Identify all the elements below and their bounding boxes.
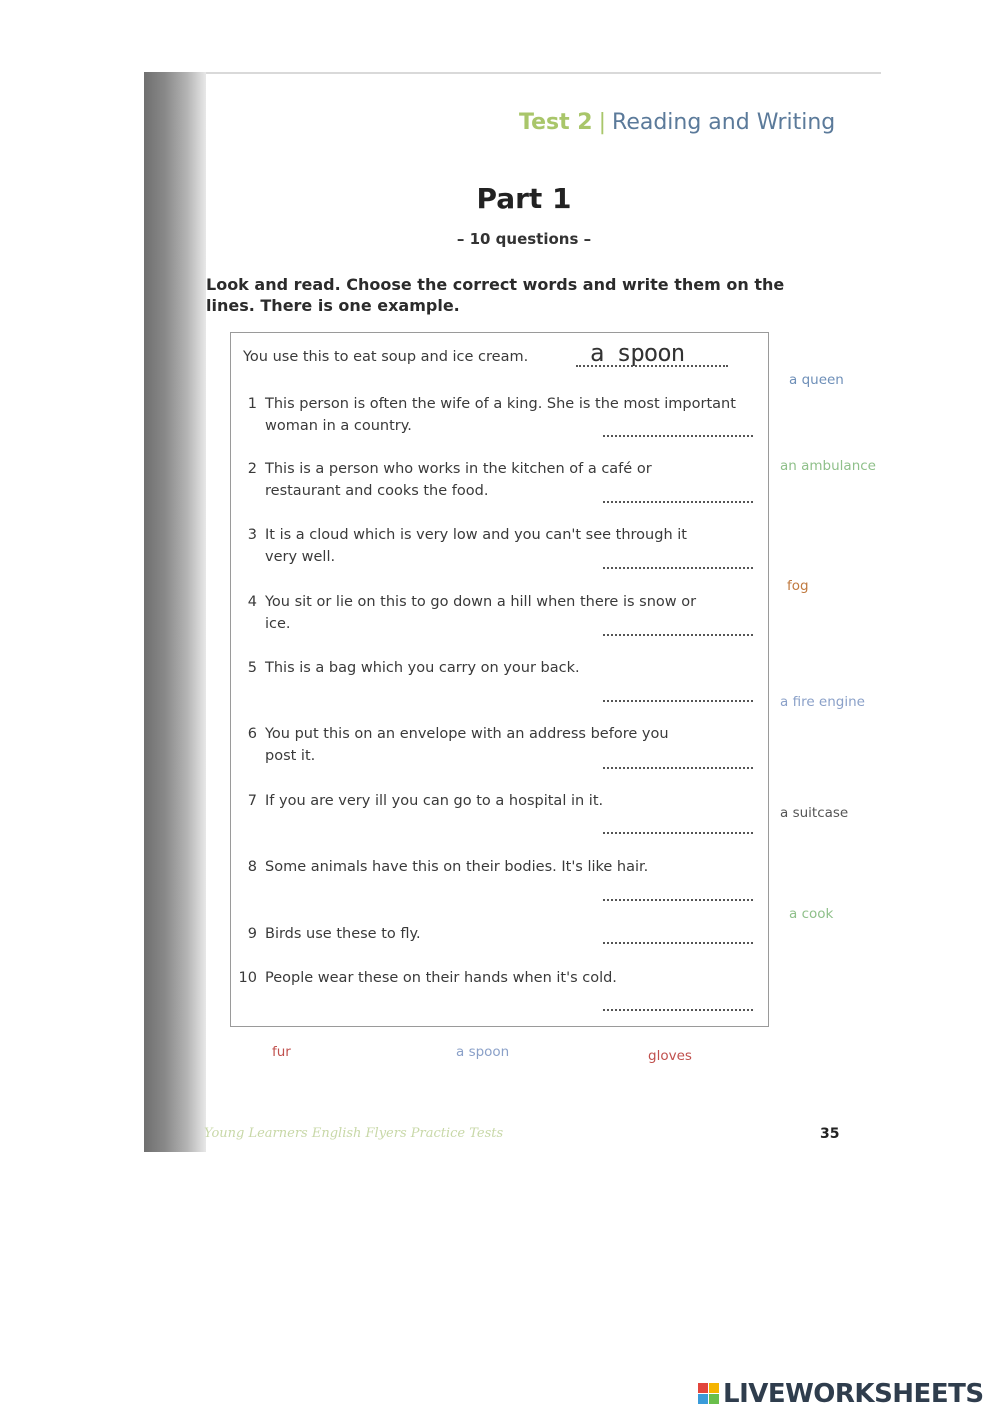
liveworksheets-logo-icon bbox=[698, 1383, 720, 1405]
answer-line-10[interactable] bbox=[603, 1007, 753, 1011]
answer-line-4[interactable] bbox=[603, 632, 753, 636]
example-answer-line bbox=[576, 365, 728, 367]
book-title-footer: Young Learners English Flyers Practice Tests bbox=[204, 1126, 504, 1141]
word-bottom-3[interactable]: gloves bbox=[648, 1048, 692, 1064]
example-answer bbox=[576, 339, 728, 369]
liveworksheets-brand[interactable] bbox=[698, 1379, 984, 1409]
scanned-page bbox=[144, 72, 881, 1152]
example-question: You use this to eat soup and ice cream. bbox=[243, 349, 529, 365]
header-separator: | bbox=[598, 110, 607, 135]
part-subtitle: – 10 questions – bbox=[456, 230, 592, 248]
top-rule bbox=[144, 72, 881, 74]
section-title: Reading and Writing bbox=[612, 110, 836, 135]
word-right-2[interactable]: an ambulance bbox=[780, 458, 876, 474]
brand-name: LIVEWORKSHEETS bbox=[723, 1379, 984, 1409]
test-label: Test 2 bbox=[519, 110, 593, 135]
answer-line-9[interactable] bbox=[603, 940, 753, 944]
example-answer-text: a spoon bbox=[590, 339, 685, 367]
answer-line-2[interactable] bbox=[603, 499, 753, 503]
instructions: Look and read. Choose the correct words and write them on the lines. There is one example. bbox=[206, 275, 785, 315]
word-bottom-2[interactable]: a spoon bbox=[456, 1044, 510, 1060]
word-right-6[interactable]: a cook bbox=[789, 906, 834, 922]
answer-line-3[interactable] bbox=[603, 565, 753, 569]
word-right-5[interactable]: a suitcase bbox=[780, 805, 849, 821]
word-right-1[interactable]: a queen bbox=[789, 372, 844, 388]
answer-line-5[interactable] bbox=[603, 698, 753, 702]
word-bottom-1[interactable]: fur bbox=[272, 1044, 291, 1060]
word-right-3[interactable]: fog bbox=[787, 578, 809, 594]
answer-line-6[interactable] bbox=[603, 765, 753, 769]
questions-box: You use this to eat soup and ice cream. a spoon 1 This person is often the wife of a king. She is the most important woman in a country. 2 This is a person who works in the kitchen of a café or restaurant and cooks the food. 3 It is a cloud which is very low and you can't see through it very well. 4 You sit or lie on this to go down a hill when there is snow or ice. 5 This is a bag which you carry on your back. 6 You put this on an envelope with an address before you post it. 7 If you are very ill you can go to a hospital in it. 8 Some animals have this on their bodies. It's like hair. 9 Birds use these to fly. 10 People wear these on their hands when it's cold. bbox=[230, 332, 769, 1027]
answer-line-7[interactable] bbox=[603, 830, 753, 834]
page-header bbox=[519, 110, 835, 135]
part-title: Part 1 bbox=[476, 182, 572, 215]
answer-line-1[interactable] bbox=[603, 433, 753, 437]
word-right-4[interactable]: a fire engine bbox=[780, 694, 865, 710]
page-number: 35 bbox=[820, 1126, 840, 1142]
answer-line-8[interactable] bbox=[603, 897, 753, 901]
